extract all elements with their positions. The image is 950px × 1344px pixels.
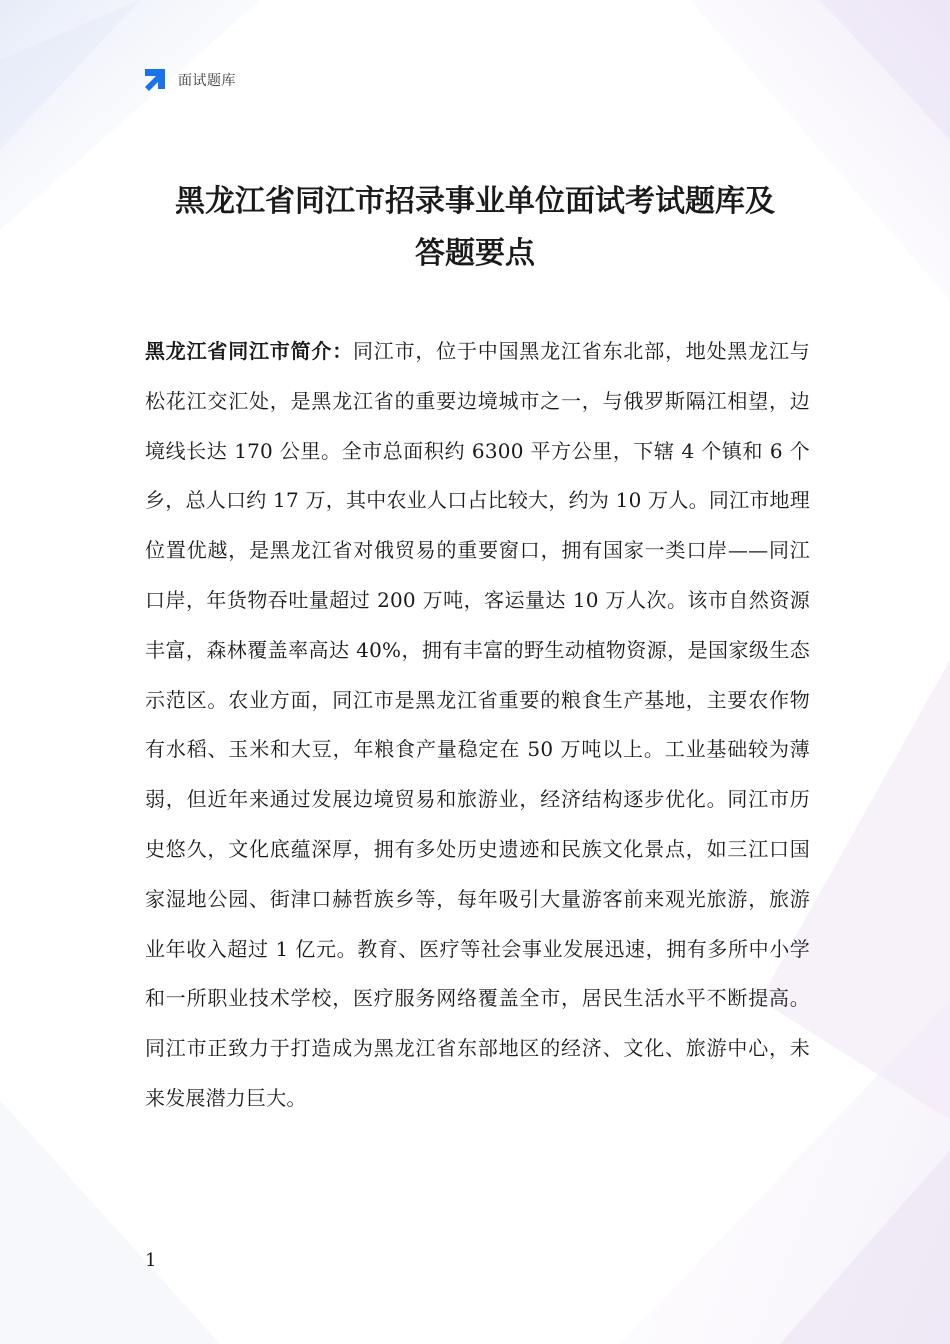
intro-text: 同江市，位于中国黑龙江省东北部，地处黑龙江与松花江交汇处，是黑龙江省的重要边境城市之一，与俄罗斯隔江相望，边境线长达 170 公里。全市总面积约 6300 平方公里，下辖 4 个镇和 6 个乡，总人口约 17 万，其中农业人口占比较大，约为 10 万人。同江市地理位置优越，是黑龙江省对俄贸易的重要窗口，拥有国家一类口岸——同江口岸，年货物吞吐量超过 200 万吨，客运量达 10 万人次。该市自然资源丰富，森林覆盖率高达 40%，拥有丰富的野生动植物资源，是国家级生态示范区。农业方面，同江市是黑龙江省重要的粮食生产基地，主要农作物有水稻、玉米和大豆，年粮食产量稳定在 50 万吨以上。工业基础较为薄弱，但近年来通过发展边境贸易和旅游业，经济结构逐步优化。同江市历史悠久，文化底蕴深厚，拥有多处历史遗迹和民族文化景点，如三江口国家湿地公园、街津口赫哲族乡等，每年吸引大量游客前来观光旅游，旅游业年收入超过 1 亿元。教育、医疗等社会事业发展迅速，拥有多所中小学和一所职业技术学校，医疗服务网络覆盖全市，居民生活水平不断提高。同江市正致力于打造成为黑龙江省东部地区的经济、文化、旅游中心，未来发展潜力巨大。 [145,339,810,1110]
title-line-2: 答题要点 [415,236,535,271]
title-line-1: 黑龙江省同江市招录事业单位面试考试题库及 [175,184,775,219]
document-title [120,176,830,280]
page-header [142,66,236,94]
intro-label: 黑龙江省同江市简介： [145,339,353,363]
brand-name: 面试题库 [178,73,236,89]
arrow-up-right-logo-icon [142,66,170,94]
intro-paragraph [145,327,810,1124]
page-number: 1 [145,1250,157,1271]
